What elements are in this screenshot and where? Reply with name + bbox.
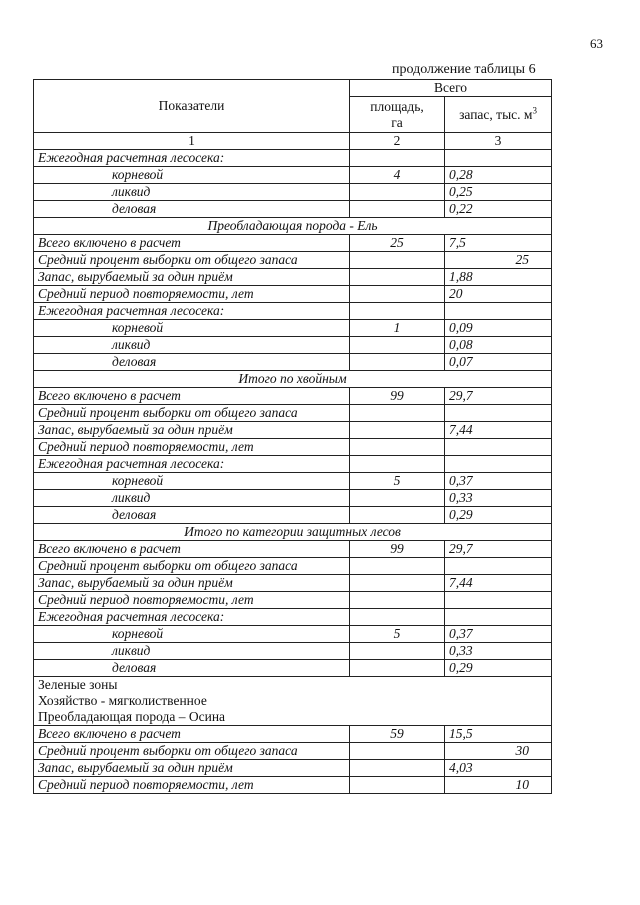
- row-label: ликвид: [34, 490, 350, 507]
- row-label: ликвид: [34, 643, 350, 660]
- row-area: 1: [350, 320, 445, 337]
- table-row: [34, 575, 552, 592]
- row-stock: 0,07: [445, 354, 552, 371]
- table-row: [34, 558, 552, 575]
- header-stock-label: запас, тыс. м: [459, 106, 533, 122]
- row-label: Запас, вырубаемый за один приём: [34, 575, 350, 592]
- row-area: [350, 201, 445, 218]
- section-header-row: [34, 524, 552, 541]
- section-header-row: [34, 218, 552, 235]
- row-stock: [445, 558, 552, 575]
- table-row: [34, 743, 552, 760]
- row-stock: 4,03: [445, 760, 552, 777]
- header-stock: [445, 97, 552, 133]
- zone-line1: Хозяйство - мягколиственное: [38, 693, 207, 708]
- row-stock: [445, 456, 552, 473]
- row-stock: 0,09: [445, 320, 552, 337]
- column-number-3: 3: [445, 133, 552, 150]
- table-row: [34, 609, 552, 626]
- row-area: 59: [350, 726, 445, 743]
- section-header-row: [34, 371, 552, 388]
- header-indicators: Показатели: [34, 80, 350, 133]
- header-area: [350, 97, 445, 133]
- zone-header-row: [34, 677, 552, 726]
- row-stock: 30: [445, 743, 552, 760]
- table-row: [34, 286, 552, 303]
- table-row: [34, 592, 552, 609]
- table-row: [34, 490, 552, 507]
- row-area: 99: [350, 541, 445, 558]
- row-area: 25: [350, 235, 445, 252]
- row-label: корневой: [34, 167, 350, 184]
- table-row: [34, 184, 552, 201]
- table-row: [34, 507, 552, 524]
- zone-title: Зеленые зоны: [38, 677, 118, 692]
- column-number-2: 2: [350, 133, 445, 150]
- row-area: [350, 150, 445, 167]
- row-stock: [445, 303, 552, 320]
- table-row: [34, 269, 552, 286]
- table-row: [34, 167, 552, 184]
- row-stock: 29,7: [445, 541, 552, 558]
- row-area: 99: [350, 388, 445, 405]
- row-stock: 0,37: [445, 473, 552, 490]
- table-continuation-caption: продолжение таблицы 6: [392, 62, 536, 77]
- row-label: деловая: [34, 354, 350, 371]
- row-label: деловая: [34, 201, 350, 218]
- row-stock: 0,33: [445, 490, 552, 507]
- column-number-1: 1: [34, 133, 350, 150]
- page-number: 63: [590, 36, 603, 51]
- row-label: Средний период повторяемости, лет: [34, 592, 350, 609]
- row-label: Средний период повторяемости, лет: [34, 777, 350, 794]
- row-label: корневой: [34, 320, 350, 337]
- section-header: Итого по хвойным: [34, 371, 552, 388]
- row-stock: 1,88: [445, 269, 552, 286]
- table-row: [34, 320, 552, 337]
- row-stock: 0,29: [445, 507, 552, 524]
- row-stock: [445, 609, 552, 626]
- table-row: [34, 660, 552, 677]
- row-label: Средний период повторяемости, лет: [34, 286, 350, 303]
- row-area: [350, 592, 445, 609]
- row-label: Средний процент выборки от общего запаса: [34, 252, 350, 269]
- row-area: [350, 490, 445, 507]
- row-stock: [445, 439, 552, 456]
- row-stock: 0,33: [445, 643, 552, 660]
- table-row: [34, 473, 552, 490]
- row-label: Ежегодная расчетная лесосека:: [34, 303, 350, 320]
- header-area-line1: площадь,: [370, 98, 424, 114]
- row-stock: [445, 405, 552, 422]
- row-area: [350, 609, 445, 626]
- row-stock: 15,5: [445, 726, 552, 743]
- row-area: [350, 439, 445, 456]
- row-area: [350, 337, 445, 354]
- table-row: [34, 405, 552, 422]
- row-label: корневой: [34, 473, 350, 490]
- row-label: Всего включено в расчет: [34, 235, 350, 252]
- table-row: [34, 726, 552, 743]
- row-label: Средний процент выборки от общего запаса: [34, 558, 350, 575]
- row-stock: 0,37: [445, 626, 552, 643]
- column-numbers-row: [34, 133, 552, 150]
- row-stock: 0,28: [445, 167, 552, 184]
- section-header: Итого по категории защитных лесов: [34, 524, 552, 541]
- table-row: [34, 422, 552, 439]
- table-row: [34, 201, 552, 218]
- row-area: [350, 760, 445, 777]
- row-area: 5: [350, 626, 445, 643]
- row-stock: 0,22: [445, 201, 552, 218]
- table-row: [34, 439, 552, 456]
- row-label: Запас, вырубаемый за один приём: [34, 422, 350, 439]
- row-label: деловая: [34, 507, 350, 524]
- row-area: [350, 303, 445, 320]
- header-stock-sup: 3: [532, 105, 537, 116]
- row-label: деловая: [34, 660, 350, 677]
- header-total: Всего: [350, 80, 552, 97]
- row-area: [350, 743, 445, 760]
- table-row: [34, 354, 552, 371]
- row-area: [350, 456, 445, 473]
- row-label: ликвид: [34, 337, 350, 354]
- table-row: [34, 626, 552, 643]
- row-area: [350, 507, 445, 524]
- header-row: [34, 80, 552, 97]
- row-label: Ежегодная расчетная лесосека:: [34, 150, 350, 167]
- row-label: Всего включено в расчет: [34, 726, 350, 743]
- row-area: [350, 660, 445, 677]
- row-label: Средний процент выборки от общего запаса: [34, 743, 350, 760]
- table-row: [34, 150, 552, 167]
- row-area: 4: [350, 167, 445, 184]
- row-stock: [445, 150, 552, 167]
- row-area: [350, 252, 445, 269]
- table-row: [34, 541, 552, 558]
- row-stock: 7,5: [445, 235, 552, 252]
- row-label: ликвид: [34, 184, 350, 201]
- row-area: [350, 422, 445, 439]
- row-label: Средний процент выборки от общего запаса: [34, 405, 350, 422]
- row-label: Ежегодная расчетная лесосека:: [34, 609, 350, 626]
- table-row: [34, 337, 552, 354]
- table-row: [34, 777, 552, 794]
- row-area: [350, 269, 445, 286]
- table-row: [34, 303, 552, 320]
- row-stock: 25: [445, 252, 552, 269]
- table-row: [34, 388, 552, 405]
- zone-header: [34, 677, 552, 726]
- row-stock: 0,08: [445, 337, 552, 354]
- row-label: Средний период повторяемости, лет: [34, 439, 350, 456]
- row-area: [350, 354, 445, 371]
- row-area: [350, 575, 445, 592]
- row-stock: 20: [445, 286, 552, 303]
- table-row: [34, 643, 552, 660]
- cutting-area-table: [33, 79, 552, 794]
- row-label: Всего включено в расчет: [34, 541, 350, 558]
- zone-line2: Преобладающая порода – Осина: [38, 709, 226, 724]
- row-area: [350, 286, 445, 303]
- row-stock: 10: [445, 777, 552, 794]
- row-stock: 0,25: [445, 184, 552, 201]
- table-row: [34, 760, 552, 777]
- row-stock: 0,29: [445, 660, 552, 677]
- row-label: корневой: [34, 626, 350, 643]
- row-label: Запас, вырубаемый за один приём: [34, 269, 350, 286]
- row-area: [350, 558, 445, 575]
- row-area: [350, 777, 445, 794]
- table-body: [34, 80, 552, 794]
- table-row: [34, 456, 552, 473]
- row-label: Ежегодная расчетная лесосека:: [34, 456, 350, 473]
- header-area-line2: га: [391, 114, 403, 130]
- row-area: [350, 405, 445, 422]
- table-row: [34, 235, 552, 252]
- table-row: [34, 252, 552, 269]
- row-area: [350, 643, 445, 660]
- row-stock: 29,7: [445, 388, 552, 405]
- row-label: Запас, вырубаемый за один приём: [34, 760, 350, 777]
- row-area: [350, 184, 445, 201]
- row-stock: [445, 592, 552, 609]
- row-stock: 7,44: [445, 422, 552, 439]
- row-area: 5: [350, 473, 445, 490]
- section-header: Преобладающая порода - Ель: [34, 218, 552, 235]
- row-stock: 7,44: [445, 575, 552, 592]
- row-label: Всего включено в расчет: [34, 388, 350, 405]
